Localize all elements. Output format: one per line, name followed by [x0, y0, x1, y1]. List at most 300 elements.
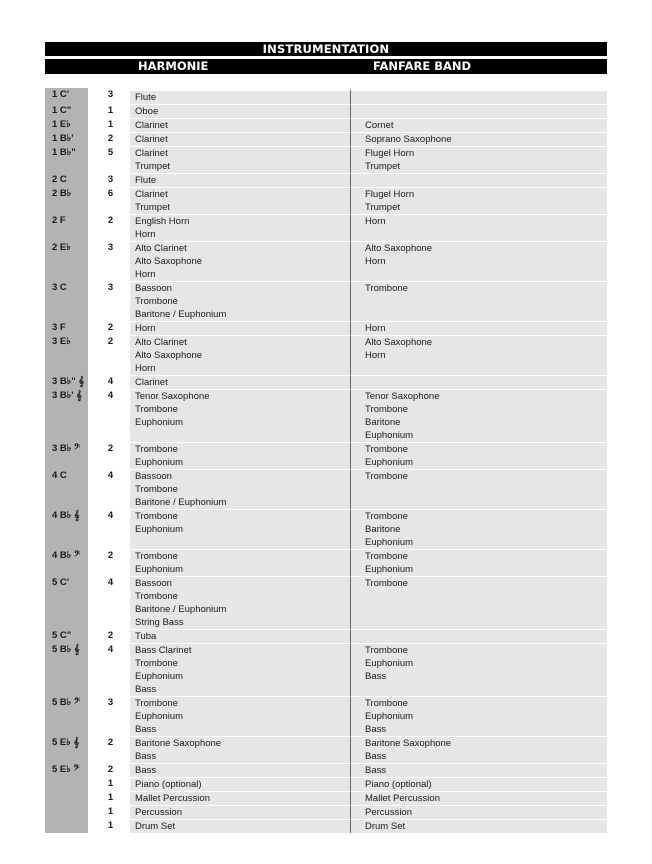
- quantity-value: 4: [107, 644, 114, 655]
- fanfare-cell: [351, 442, 607, 469]
- harmonie-cell-line: Clarinet: [135, 134, 168, 145]
- part-label: 2 C: [52, 174, 67, 185]
- part-label: 5 E♭ 𝄞: [52, 737, 79, 748]
- part-cell: [45, 104, 88, 118]
- part-label: 1 E♭: [52, 119, 71, 130]
- fanfare-cell-line: [365, 590, 607, 603]
- harmonie-cell-line: Alto Clarinet: [135, 243, 187, 254]
- table-row: [45, 442, 607, 469]
- part-label: 1 B♭': [52, 133, 74, 144]
- harmonie-cell-line: [135, 536, 350, 549]
- quantity-value: 1: [107, 119, 114, 130]
- quantity-cell: [88, 763, 127, 777]
- quantity-cell: [88, 696, 127, 736]
- quantity-value: 2: [107, 133, 114, 144]
- fanfare-cell: [351, 763, 607, 777]
- harmonie-cell-line: Trombone: [135, 296, 178, 307]
- fanfare-cell: [351, 173, 607, 187]
- fanfare-cell: [351, 281, 607, 321]
- fanfare-cell: [351, 335, 607, 375]
- harmonie-cell-line: Trombone: [135, 658, 178, 669]
- quantity-value: 3: [107, 174, 114, 185]
- quantity-cell: [88, 389, 127, 442]
- harmonie-cell-line: Euphonium: [135, 524, 184, 535]
- quantity-value: 5: [107, 147, 114, 158]
- part-cell: [45, 118, 88, 132]
- quantity-cell: [88, 469, 127, 509]
- fanfare-cell-line: Horn: [365, 216, 386, 227]
- quantity-value: 1: [107, 792, 114, 803]
- table-row: [45, 791, 607, 805]
- fanfare-cell-line: Drum Set: [365, 821, 406, 832]
- fanfare-cell: [351, 777, 607, 791]
- table-row: [45, 549, 607, 576]
- harmonie-cell: [130, 118, 351, 132]
- harmonie-cell-line: Horn: [135, 363, 156, 374]
- part-cell: [45, 187, 88, 214]
- table-row: [45, 819, 607, 833]
- harmonie-cell-line: Baritone / Euphonium: [135, 604, 227, 615]
- table-row: [45, 187, 607, 214]
- harmonie-cell-line: Clarinet: [135, 377, 168, 388]
- quantity-value: 1: [107, 806, 114, 817]
- fanfare-cell-line: Alto Saxophone: [365, 243, 433, 254]
- fanfare-cell-line: Euphonium: [365, 457, 414, 468]
- table-row: [45, 777, 607, 791]
- fanfare-cell: [351, 576, 607, 629]
- instrumentation-table: [45, 88, 607, 833]
- part-label: 3 B♭ 𝄢: [52, 443, 81, 454]
- fanfare-cell-line: Mallet Percussion: [365, 793, 440, 804]
- fanfare-cell-line: [365, 376, 607, 389]
- quantity-value: 4: [107, 510, 114, 521]
- fanfare-cell-line: Bass: [365, 765, 387, 776]
- part-label: [52, 819, 88, 832]
- quantity-cell: [88, 88, 127, 104]
- harmonie-cell-line: Euphonium: [135, 457, 184, 468]
- harmonie-cell-line: Clarinet: [135, 189, 168, 200]
- table-row: [45, 88, 607, 104]
- fanfare-cell: [351, 696, 607, 736]
- part-label: 5 C': [52, 577, 70, 588]
- fanfare-cell: [351, 643, 607, 696]
- table-row: [45, 173, 607, 187]
- part-label: 3 B♭" 𝄞: [52, 376, 85, 387]
- part-cell: [45, 777, 88, 791]
- fanfare-cell-line: Trumpet: [365, 202, 401, 213]
- fanfare-cell: [351, 187, 607, 214]
- part-cell: [45, 375, 88, 389]
- table-row: [45, 576, 607, 629]
- table-row: [45, 696, 607, 736]
- harmonie-cell: [130, 335, 351, 375]
- table-row: [45, 629, 607, 643]
- harmonie-cell-line: Baritone / Euphonium: [135, 497, 227, 508]
- harmonie-cell-line: Alto Saxophone: [135, 256, 203, 267]
- fanfare-cell-line: Euphonium: [365, 658, 414, 669]
- fanfare-cell-line: Euphonium: [365, 537, 414, 548]
- table-row: [45, 643, 607, 696]
- table-row: [45, 104, 607, 118]
- harmonie-cell-line: Euphonium: [135, 671, 184, 682]
- quantity-cell: [88, 132, 127, 146]
- harmonie-cell-line: Bass: [135, 751, 157, 762]
- harmonie-cell-line: Trumpet: [135, 202, 171, 213]
- quantity-cell: [88, 187, 127, 214]
- quantity-cell: [88, 819, 127, 833]
- quantity-cell: [88, 146, 127, 173]
- quantity-cell: [88, 281, 127, 321]
- harmonie-cell-line: Flute: [135, 92, 157, 103]
- part-label: [52, 791, 88, 804]
- fanfare-cell-line: Cornet: [365, 120, 394, 131]
- fanfare-header: FANFARE BAND: [373, 59, 472, 73]
- harmonie-cell-line: Trombone: [135, 591, 178, 602]
- harmonie-cell: [130, 214, 351, 241]
- table-row: [45, 241, 607, 281]
- fanfare-cell-line: [365, 308, 607, 321]
- part-label: 3 C: [52, 282, 67, 293]
- harmonie-cell-line: Tenor Saxophone: [135, 391, 210, 402]
- part-cell: [45, 469, 88, 509]
- fanfare-cell-line: [365, 616, 607, 629]
- quantity-value: 4: [107, 390, 114, 401]
- quantity-value: 3: [107, 89, 114, 100]
- part-cell: [45, 321, 88, 335]
- quantity-value: 2: [107, 322, 114, 333]
- part-cell: [45, 763, 88, 777]
- part-cell: [45, 281, 88, 321]
- quantity-value: 1: [107, 778, 114, 789]
- harmonie-cell-line: Bass: [135, 765, 157, 776]
- quantity-cell: [88, 777, 127, 791]
- harmonie-cell-line: Horn: [135, 323, 156, 334]
- harmonie-header: HARMONIE: [138, 59, 209, 73]
- part-label: 4 B♭ 𝄢: [52, 550, 81, 561]
- quantity-cell: [88, 335, 127, 375]
- fanfare-cell-line: Trombone: [365, 551, 408, 562]
- quantity-value: 2: [107, 737, 114, 748]
- part-label: 3 F: [52, 322, 66, 333]
- quantity-cell: [88, 118, 127, 132]
- harmonie-cell: [130, 643, 351, 696]
- fanfare-cell-line: Horn: [365, 350, 386, 361]
- part-cell: [45, 241, 88, 281]
- quantity-cell: [88, 442, 127, 469]
- quantity-value: 3: [107, 242, 114, 253]
- quantity-value: 3: [107, 697, 114, 708]
- fanfare-cell-line: Tenor Saxophone: [365, 391, 440, 402]
- part-label: 5 C": [52, 630, 72, 641]
- fanfare-cell-line: [365, 603, 607, 616]
- harmonie-cell-line: Tuba: [135, 631, 157, 642]
- quantity-value: 4: [107, 577, 114, 588]
- harmonie-cell: [130, 187, 351, 214]
- quantity-value: 2: [107, 630, 114, 641]
- quantity-value: 2: [107, 336, 114, 347]
- fanfare-cell: [351, 736, 607, 763]
- part-cell: [45, 173, 88, 187]
- fanfare-cell-line: Baritone Saxophone: [365, 738, 452, 749]
- table-row: [45, 469, 607, 509]
- harmonie-cell-line: Bass: [135, 724, 157, 735]
- quantity-value: 4: [107, 470, 114, 481]
- fanfare-cell-line: [365, 174, 607, 187]
- part-label: 5 B♭ 𝄢: [52, 697, 81, 708]
- fanfare-cell-line: Trombone: [365, 444, 408, 455]
- harmonie-cell: [130, 819, 351, 833]
- quantity-cell: [88, 173, 127, 187]
- fanfare-cell: [351, 146, 607, 173]
- harmonie-cell-line: Bassoon: [135, 283, 172, 294]
- quantity-value: 1: [107, 820, 114, 831]
- harmonie-cell-line: Horn: [135, 269, 156, 280]
- fanfare-cell-line: Trombone: [365, 645, 408, 656]
- part-cell: [45, 88, 88, 104]
- fanfare-cell-line: [365, 683, 607, 696]
- fanfare-cell: [351, 214, 607, 241]
- part-cell: [45, 736, 88, 763]
- harmonie-cell-line: Euphonium: [135, 711, 184, 722]
- quantity-cell: [88, 104, 127, 118]
- fanfare-cell-line: Trombone: [365, 283, 408, 294]
- harmonie-cell: [130, 241, 351, 281]
- quantity-value: 6: [107, 188, 114, 199]
- part-cell: [45, 629, 88, 643]
- harmonie-cell-line: Clarinet: [135, 148, 168, 159]
- harmonie-cell-line: Bassoon: [135, 471, 172, 482]
- quantity-value: 2: [107, 764, 114, 775]
- fanfare-cell-line: Piano (optional): [365, 779, 432, 790]
- fanfare-cell: [351, 118, 607, 132]
- fanfare-cell-line: Bass: [365, 724, 387, 735]
- fanfare-cell-line: Horn: [365, 323, 386, 334]
- harmonie-cell: [130, 777, 351, 791]
- harmonie-cell: [130, 281, 351, 321]
- quantity-cell: [88, 643, 127, 696]
- harmonie-cell-line: String Bass: [135, 617, 184, 628]
- harmonie-cell-line: Piano (optional): [135, 779, 202, 790]
- harmonie-cell: [130, 104, 351, 118]
- fanfare-cell-line: Trombone: [365, 578, 408, 589]
- fanfare-cell: [351, 805, 607, 819]
- instrumentation-title: INSTRUMENTATION: [45, 42, 607, 56]
- fanfare-cell-line: Trombone: [365, 698, 408, 709]
- fanfare-cell: [351, 389, 607, 442]
- quantity-cell: [88, 549, 127, 576]
- table-row: [45, 281, 607, 321]
- fanfare-cell: [351, 629, 607, 643]
- harmonie-cell-line: Baritone / Euphonium: [135, 309, 227, 320]
- table-row: [45, 335, 607, 375]
- part-cell: [45, 576, 88, 629]
- harmonie-cell-line: Trombone: [135, 484, 178, 495]
- fanfare-cell-line: Baritone: [365, 417, 401, 428]
- quantity-cell: [88, 736, 127, 763]
- part-label: 5 E♭ 𝄢: [52, 764, 80, 775]
- part-label: 4 B♭ 𝄞: [52, 510, 80, 521]
- quantity-value: 4: [107, 376, 114, 387]
- fanfare-cell-line: Euphonium: [365, 711, 414, 722]
- quantity-cell: [88, 321, 127, 335]
- harmonie-cell: [130, 509, 351, 549]
- harmonie-cell: [130, 576, 351, 629]
- fanfare-cell-line: Horn: [365, 256, 386, 267]
- harmonie-cell: [130, 549, 351, 576]
- harmonie-cell: [130, 791, 351, 805]
- fanfare-cell-line: Trumpet: [365, 161, 401, 172]
- harmonie-cell-line: Drum Set: [135, 821, 176, 832]
- fanfare-cell-line: Flugel Horn: [365, 189, 415, 200]
- harmonie-cell-line: Clarinet: [135, 120, 168, 131]
- harmonie-cell-line: Trombone: [135, 511, 178, 522]
- fanfare-cell-line: [365, 105, 607, 118]
- harmonie-cell-line: Trombone: [135, 444, 178, 455]
- table-row: [45, 389, 607, 442]
- fanfare-cell: [351, 241, 607, 281]
- harmonie-cell-line: Baritone Saxophone: [135, 738, 222, 749]
- fanfare-cell: [351, 88, 607, 104]
- quantity-cell: [88, 214, 127, 241]
- harmonie-cell: [130, 763, 351, 777]
- harmonie-cell-line: Euphonium: [135, 417, 184, 428]
- fanfare-cell: [351, 469, 607, 509]
- harmonie-cell: [130, 389, 351, 442]
- fanfare-cell: [351, 104, 607, 118]
- table-row: [45, 118, 607, 132]
- part-cell: [45, 335, 88, 375]
- harmonie-cell-line: [135, 429, 350, 442]
- fanfare-cell: [351, 321, 607, 335]
- harmonie-cell: [130, 469, 351, 509]
- part-label: 1 B♭": [52, 147, 76, 158]
- harmonie-cell: [130, 88, 351, 104]
- harmonie-cell: [130, 132, 351, 146]
- harmonie-cell-line: Mallet Percussion: [135, 793, 210, 804]
- fanfare-cell-line: Baritone: [365, 524, 401, 535]
- part-label: 2 E♭: [52, 242, 71, 253]
- fanfare-cell-line: Bass: [365, 751, 387, 762]
- part-cell: [45, 805, 88, 819]
- quantity-value: 2: [107, 550, 114, 561]
- fanfare-cell-line: [365, 362, 607, 375]
- fanfare-cell-line: Soprano Saxophone: [365, 134, 452, 145]
- harmonie-cell-line: Alto Saxophone: [135, 350, 203, 361]
- column-header-bar: [45, 59, 607, 74]
- fanfare-cell-line: [365, 496, 607, 509]
- part-cell: [45, 819, 88, 833]
- fanfare-cell-line: [365, 295, 607, 308]
- part-cell: [45, 146, 88, 173]
- part-cell: [45, 643, 88, 696]
- quantity-cell: [88, 629, 127, 643]
- fanfare-cell-line: [365, 268, 607, 281]
- part-label: 4 C: [52, 470, 67, 481]
- part-label: [52, 777, 88, 790]
- fanfare-cell-line: Alto Saxophone: [365, 337, 433, 348]
- harmonie-cell: [130, 696, 351, 736]
- quantity-cell: [88, 791, 127, 805]
- fanfare-cell-line: Percussion: [365, 807, 412, 818]
- fanfare-cell-line: [365, 228, 607, 241]
- quantity-cell: [88, 375, 127, 389]
- part-cell: [45, 549, 88, 576]
- part-cell: [45, 389, 88, 442]
- harmonie-cell-line: Bass Clarinet: [135, 645, 192, 656]
- quantity-cell: [88, 241, 127, 281]
- part-label: 1 C": [52, 105, 72, 116]
- quantity-cell: [88, 509, 127, 549]
- quantity-value: 2: [107, 215, 114, 226]
- harmonie-cell-line: Trumpet: [135, 161, 171, 172]
- fanfare-cell-line: [365, 483, 607, 496]
- part-cell: [45, 696, 88, 736]
- quantity-cell: [88, 576, 127, 629]
- harmonie-cell-line: Trombone: [135, 404, 178, 415]
- harmonie-cell-line: Percussion: [135, 807, 182, 818]
- table-row: [45, 214, 607, 241]
- part-label: 1 C': [52, 89, 70, 100]
- harmonie-cell-line: Euphonium: [135, 564, 184, 575]
- part-cell: [45, 442, 88, 469]
- part-label: [52, 805, 88, 818]
- fanfare-cell-line: Trombone: [365, 471, 408, 482]
- table-row: [45, 146, 607, 173]
- quantity-value: 2: [107, 443, 114, 454]
- fanfare-cell: [351, 375, 607, 389]
- fanfare-cell-line: Euphonium: [365, 430, 414, 441]
- quantity-value: 3: [107, 282, 114, 293]
- fanfare-cell-line: [365, 91, 607, 104]
- fanfare-cell-line: Euphonium: [365, 564, 414, 575]
- harmonie-cell: [130, 173, 351, 187]
- part-label: 3 B♭' 𝄞: [52, 390, 82, 401]
- part-label: 5 B♭ 𝄞: [52, 644, 80, 655]
- table-row: [45, 132, 607, 146]
- harmonie-cell-line: Flute: [135, 175, 157, 186]
- harmonie-cell-line: Trombone: [135, 698, 178, 709]
- harmonie-cell-line: Alto Clarinet: [135, 337, 187, 348]
- harmonie-cell-line: Bass: [135, 684, 157, 695]
- fanfare-cell: [351, 549, 607, 576]
- part-label: 2 F: [52, 215, 66, 226]
- table-row: [45, 321, 607, 335]
- fanfare-cell-line: Trombone: [365, 511, 408, 522]
- fanfare-cell: [351, 791, 607, 805]
- harmonie-cell-line: Bassoon: [135, 578, 172, 589]
- table-row: [45, 763, 607, 777]
- part-label: 2 B♭: [52, 188, 72, 199]
- fanfare-cell: [351, 509, 607, 549]
- table-row: [45, 805, 607, 819]
- part-cell: [45, 214, 88, 241]
- harmonie-cell: [130, 736, 351, 763]
- table-row: [45, 736, 607, 763]
- harmonie-cell: [130, 629, 351, 643]
- harmonie-cell: [130, 442, 351, 469]
- fanfare-cell: [351, 132, 607, 146]
- harmonie-cell-line: Trombone: [135, 551, 178, 562]
- harmonie-cell-line: English Horn: [135, 216, 190, 227]
- table-row: [45, 375, 607, 389]
- quantity-cell: [88, 805, 127, 819]
- harmonie-cell: [130, 805, 351, 819]
- fanfare-cell: [351, 819, 607, 833]
- quantity-value: 1: [107, 105, 114, 116]
- fanfare-cell-line: Flugel Horn: [365, 148, 415, 159]
- fanfare-cell-line: Bass: [365, 671, 387, 682]
- harmonie-cell: [130, 375, 351, 389]
